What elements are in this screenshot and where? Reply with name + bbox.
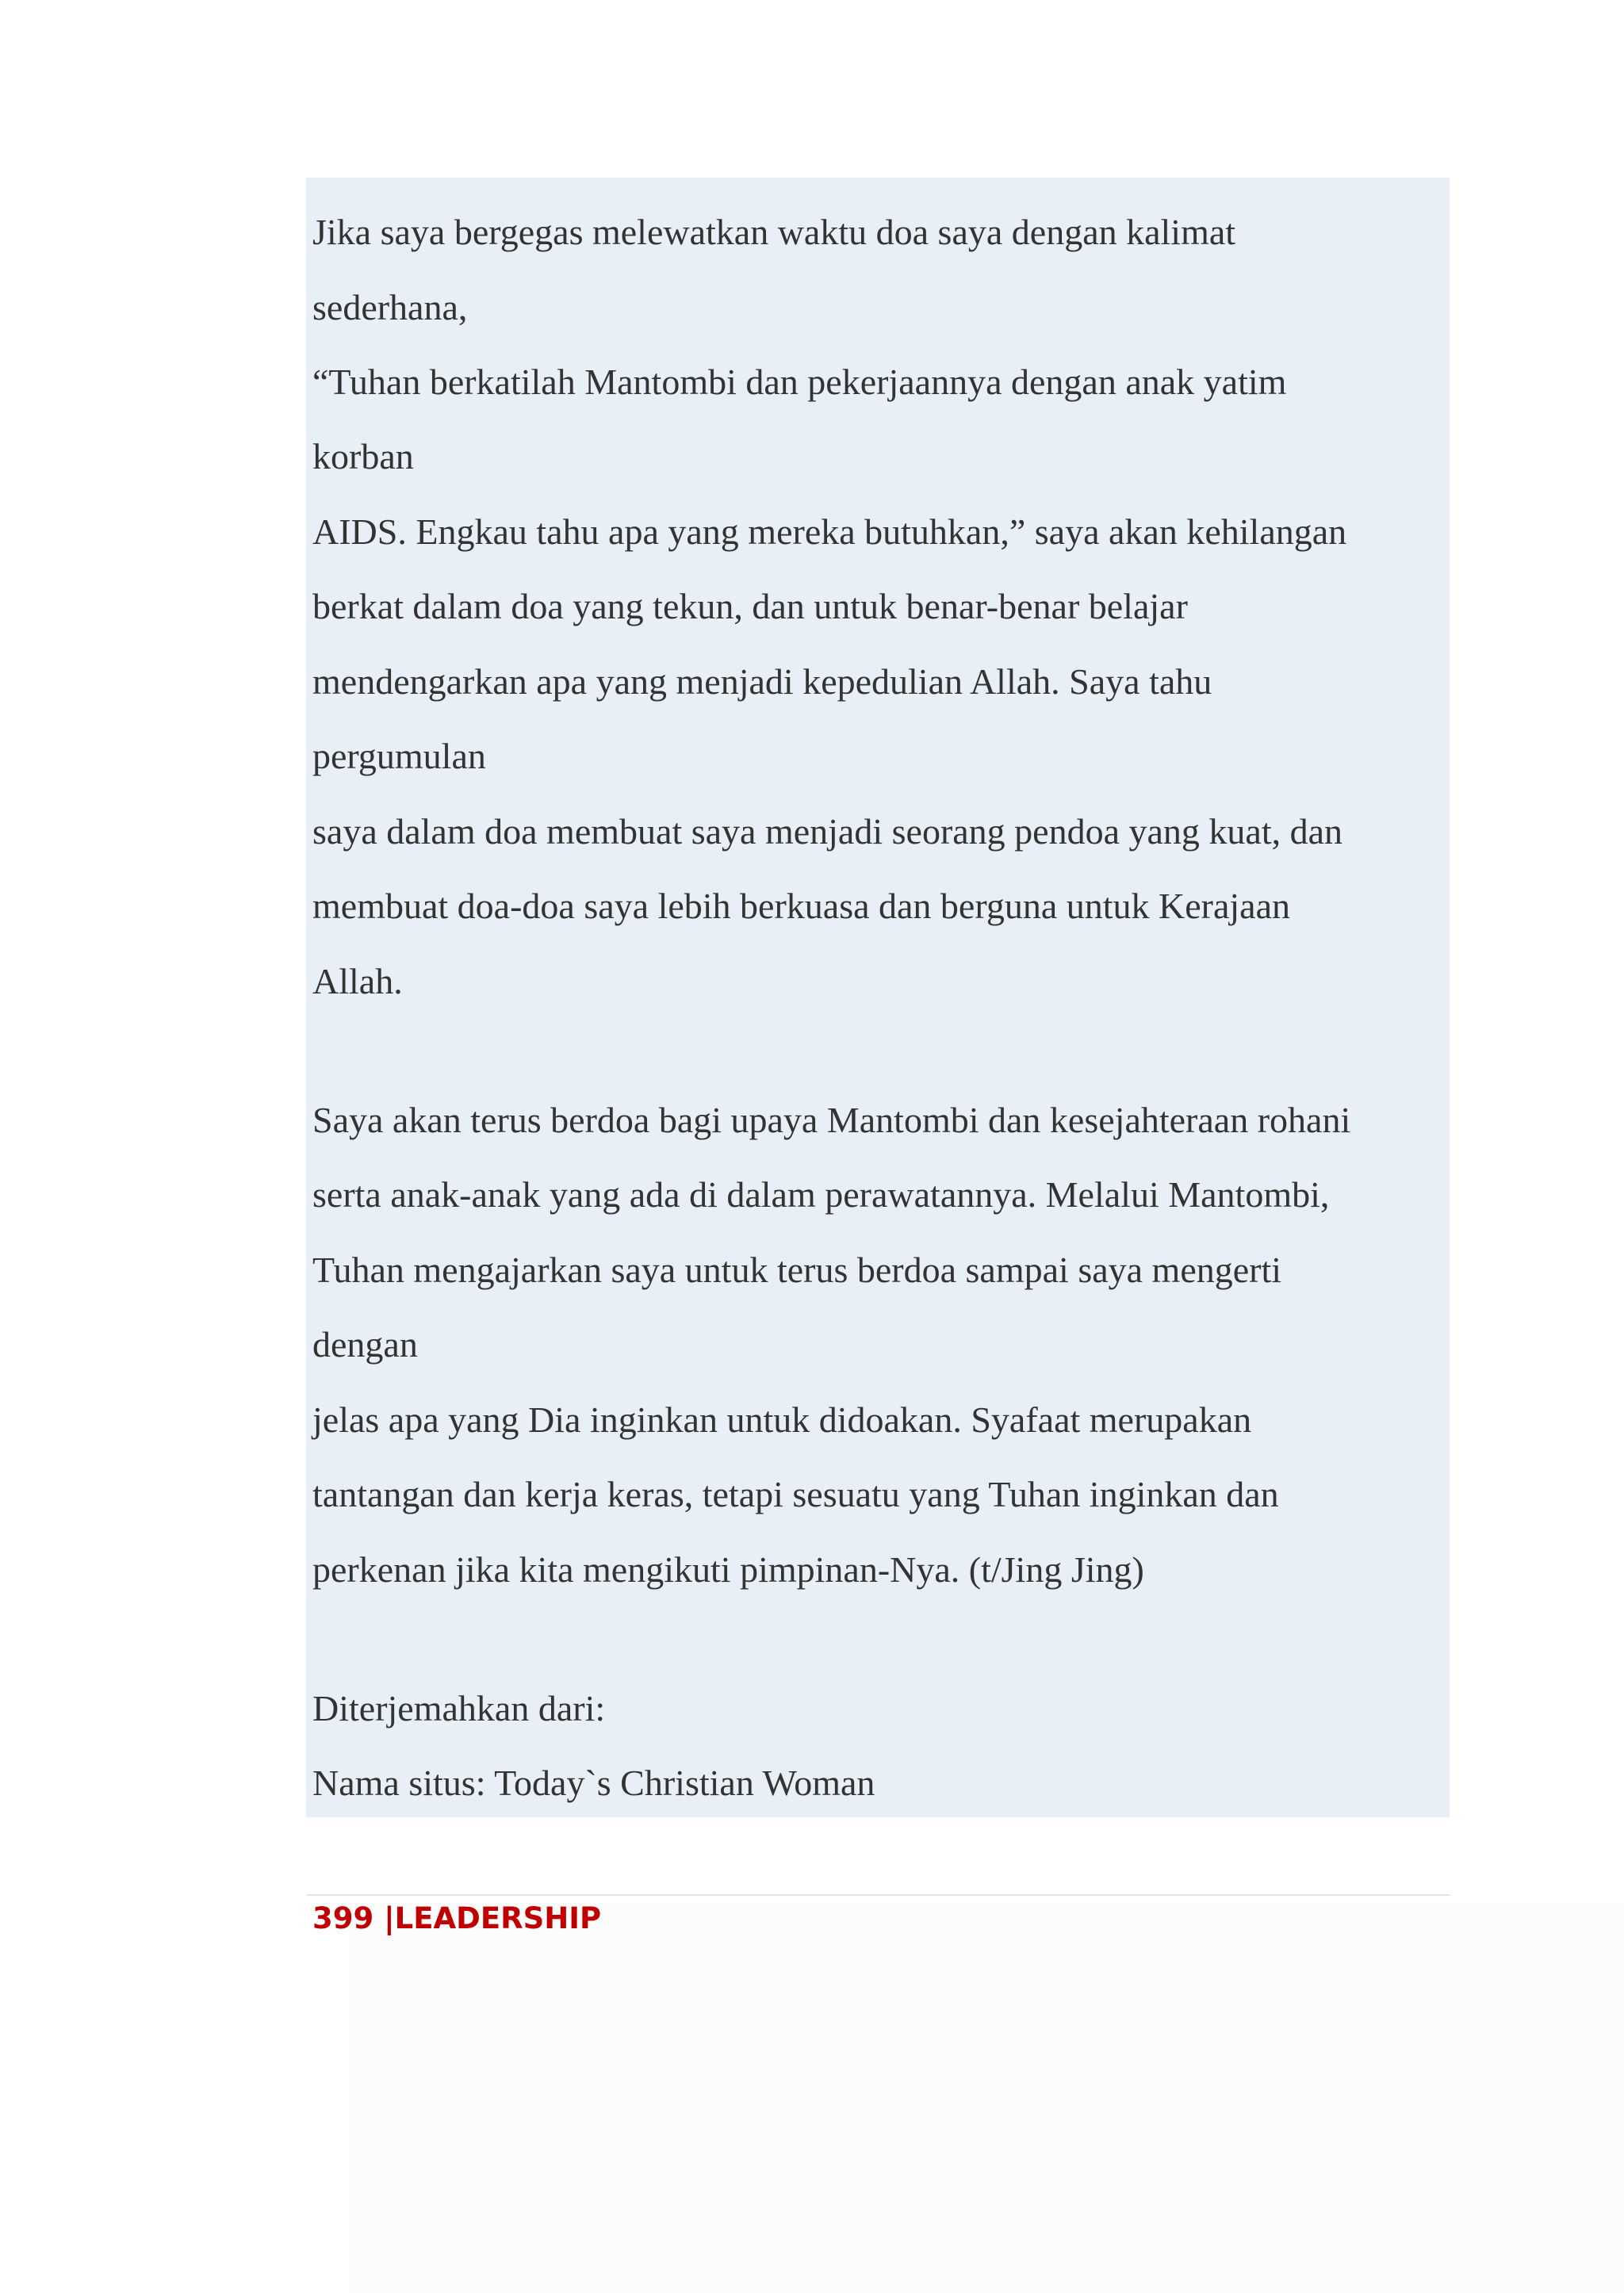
article-line: saya dalam doa membuat saya menjadi seorang pendoa yang kuat, dan xyxy=(312,811,1343,852)
article-line: jelas apa yang Dia inginkan untuk didoakan. Syafaat merupakan xyxy=(312,1399,1252,1440)
article-line: Allah. xyxy=(312,961,403,1001)
page-number: 399 xyxy=(312,1901,374,1935)
article-line: serta anak-anak yang ada di dalam perawatannya. Melalui Mantombi, xyxy=(312,1174,1330,1215)
article-line: berkat dalam doa yang tekun, dan untuk benar-benar belajar xyxy=(312,586,1188,626)
article-line: dengan xyxy=(312,1324,418,1365)
footer-separator: | xyxy=(373,1901,395,1935)
article-line: pergumulan xyxy=(312,736,486,776)
article-line: sederhana, xyxy=(312,287,468,327)
article-line: Jika saya bergegas melewatkan waktu doa saya dengan kalimat xyxy=(312,212,1236,252)
article-line: Diterjemahkan dari: xyxy=(312,1688,606,1728)
article-line: Nama situs: Today`s Christian Woman xyxy=(312,1763,875,1803)
article-line: perkenan jika kita mengikuti pimpinan-Nya. (t/Jing Jing) xyxy=(312,1549,1144,1590)
footer-divider xyxy=(306,1894,1450,1896)
article-line: tantangan dan kerja keras, tetapi sesuatu yang Tuhan inginkan dan xyxy=(312,1474,1279,1514)
article-line: membuat doa-doa saya lebih berkuasa dan berguna untuk Kerajaan xyxy=(312,886,1291,926)
article-line: mendengarkan apa yang menjadi kepedulian Allah. Saya tahu xyxy=(312,661,1212,702)
article-line: “Tuhan berkatilah Mantombi dan pekerjaannya dengan anak yatim xyxy=(312,362,1287,402)
page-footer xyxy=(312,1898,601,1939)
section-title: LEADERSHIP xyxy=(394,1901,602,1935)
page-bottom-shade xyxy=(349,1903,1624,2293)
article-line: AIDS. Engkau tahu apa yang mereka butuhkan,” saya akan kehilangan xyxy=(312,511,1347,552)
article-line: korban xyxy=(312,436,414,477)
article-line: Saya akan terus berdoa bagi upaya Mantombi dan kesejahteraan rohani xyxy=(312,1100,1351,1140)
article-line: Tuhan mengajarkan saya untuk terus berdoa sampai saya mengerti xyxy=(312,1250,1282,1290)
